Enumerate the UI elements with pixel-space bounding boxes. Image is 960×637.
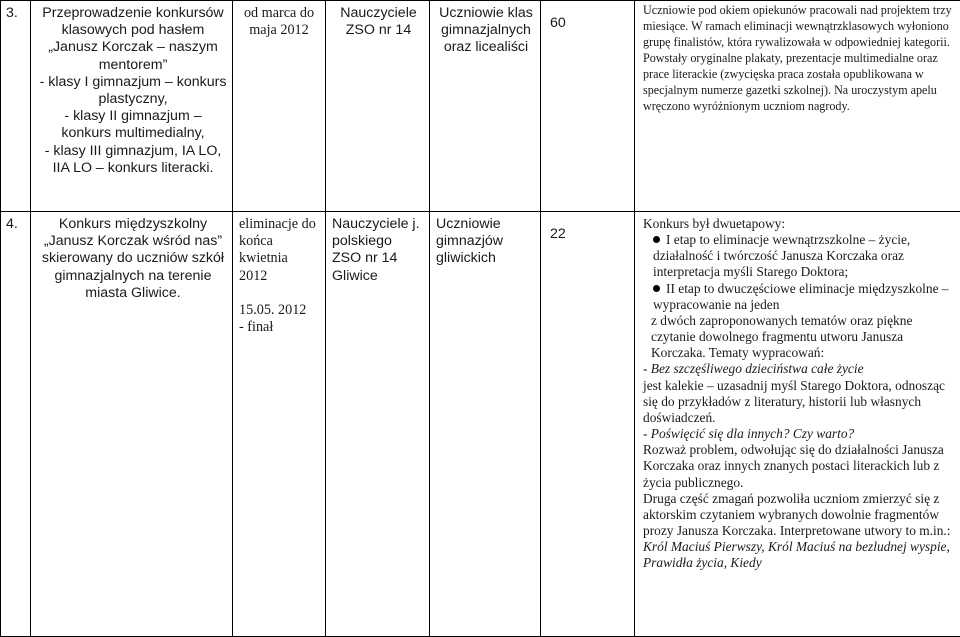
- activity-outcome: Uczniowie pod okiem opiekunów pracowali nad projektem trzy miesiące. W ramach eliminacji wewnątrzklasowych wyłoniono grupę finalistów, która rywalizowała w odpowiedniej kategorii. Powstały oryginalne plakaty, prezentacje multimedialne oraz prace literackie (zwycięska praca została opublikowana w specjalnym numerze gazetki szkolnej). Na uroczystym apelu wręczono wyróżnionym uczniom nagrody.: [635, 1, 960, 212]
- reading-part-text: Druga część zmagań pozwoliła uczniom zmierzyć się z aktorskim czytaniem wybranych dowolnie fragmentów prozy Janusza Korczaka. Interpretowane utwory to m.in.:: [643, 491, 951, 538]
- activity-date: eliminacje do końca kwietnia 2012 15.05. 2012 - finał: [233, 212, 326, 637]
- table-row: [1, 1, 960, 212]
- activity-participants: Uczniowie gimnazjów gliwickich: [430, 212, 541, 637]
- activity-organizer: Nauczyciele j. polskiego ZSO nr 14 Gliwice: [326, 212, 430, 637]
- stage-2-text: II etap to dwuczęściowe eliminacje międzyszkolne – wypracowanie na jeden: [653, 281, 949, 312]
- outcome-intro: Konkurs był dwuetapowy:: [643, 216, 956, 232]
- activity-description: Przeprowadzenie konkursów klasowych pod hasłem „Janusz Korczak – naszym mentorem” - klasy I gimnazjum – konkurs plastyczny, - klasy II gimnazjum – konkurs multimedialny, - klasy III gimnazjum, IA LO, IIA LO – konkurs literacki.: [31, 1, 233, 212]
- row-number: 3.: [1, 1, 31, 212]
- reading-part: [643, 491, 956, 572]
- activity-organizer: Nauczyciele ZSO nr 14: [326, 1, 430, 212]
- essay-topic-1-title: - Bez szczęśliwego dzieciństwa całe życie: [643, 361, 956, 377]
- participant-count: 60: [541, 1, 635, 212]
- bullet-dot-icon: [653, 236, 660, 243]
- row-number: 4.: [1, 212, 31, 637]
- participant-count: 22: [541, 212, 635, 637]
- stage-2-item: [643, 281, 956, 313]
- activity-outcome: [635, 212, 960, 637]
- activity-date: od marca do maja 2012: [233, 1, 326, 212]
- essay-topic-2-body: Rozważ problem, odwołując się do działalności Janusza Korczaka oraz innych znanych postaci literackich lub z życia publicznego.: [643, 442, 956, 490]
- table-row: [1, 212, 960, 637]
- stage-1-text: I etap to eliminacje wewnątrzszkolne – życie, działalność i twórczość Janusza Korczaka oraz interpretacja myśli Starego Doktora;: [653, 232, 910, 279]
- stage-1-item: [643, 232, 956, 280]
- activity-participants: Uczniowie klas gimnazjalnych oraz licealiści: [430, 1, 541, 212]
- bullet-dot-icon: [653, 285, 660, 292]
- works-list: Król Maciuś Pierwszy, Król Maciuś na bezludnej wyspie, Prawidła życia, Kiedy: [643, 539, 950, 570]
- activity-description: Konkurs międzyszkolny „Janusz Korczak wśród nas” skierowany do uczniów szkół gimnazjalnych na terenie miasta Gliwice.: [31, 212, 233, 637]
- stage-2-continuation: z dwóch zaproponowanych tematów oraz piękne czytanie dowolnego fragmentu utworu Janusza Korczaka. Tematy wypracowań:: [643, 313, 956, 361]
- essay-topic-2-title: - Poświęcić się dla innych? Czy warto?: [643, 426, 956, 442]
- essay-topic-1-body: jest kalekie – uzasadnij myśl Starego Doktora, odnosząc się do przykładów z literatury, historii lub własnych doświadczeń.: [643, 378, 956, 426]
